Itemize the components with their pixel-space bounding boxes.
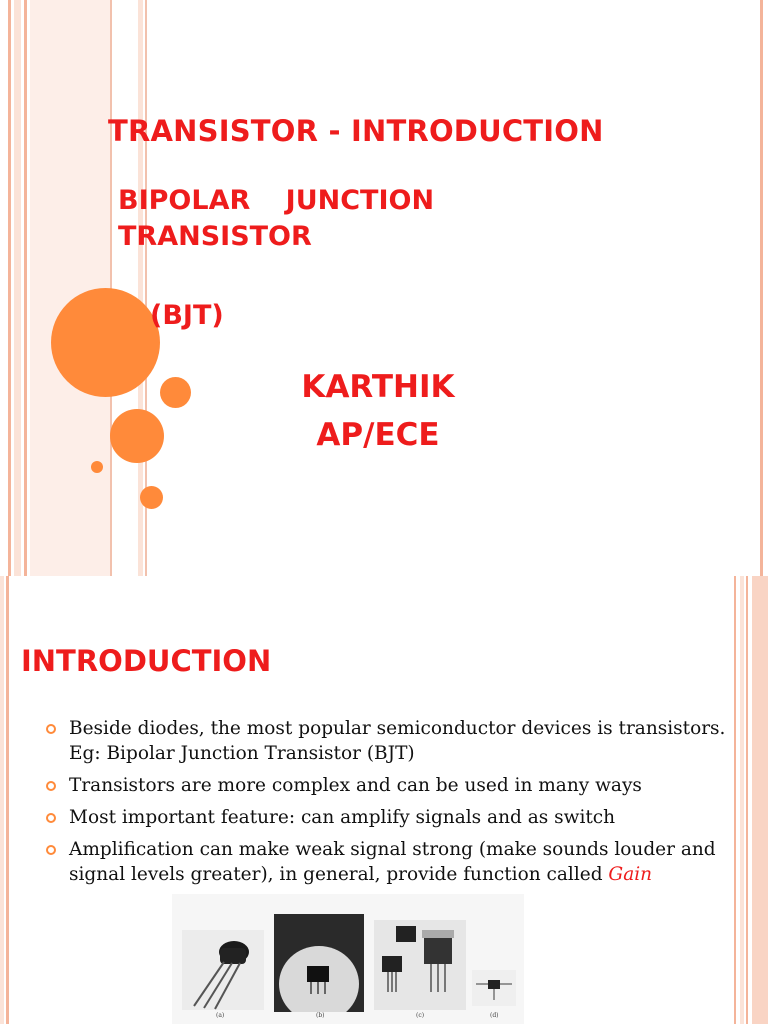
photo-caption: (d) (490, 1012, 499, 1019)
bullet-list (46, 716, 746, 894)
author-block (250, 363, 506, 459)
decorative-stripe (746, 576, 748, 1024)
slide-subtitle: BIPOLAR JUNCTION TRANSISTOR (118, 185, 435, 252)
list-item (46, 716, 746, 766)
decorative-stripe (8, 0, 11, 576)
list-item (46, 837, 746, 887)
bullet-text: Most important feature: can amplify signals and as switch (69, 807, 616, 828)
bullet-ring-icon (46, 724, 56, 734)
photo-caption: (c) (416, 1012, 425, 1019)
power-transistors-image (374, 920, 466, 1010)
decorative-stripe (14, 0, 21, 576)
decorative-stripe (752, 576, 768, 1024)
introduction-slide (0, 576, 768, 1024)
decorative-circle-small (160, 377, 191, 408)
bullet-text: Beside diodes, the most popular semiconductor devices is transistors. Eg: Bipolar Junction Transistor (BJT) (69, 718, 726, 764)
photo-caption: (a) (216, 1012, 225, 1019)
decorative-stripe (0, 576, 4, 1024)
decorative-stripe (760, 0, 763, 576)
slide-title: TRANSISTOR - INTRODUCTION (108, 114, 604, 148)
decorative-stripe (6, 576, 9, 1024)
gain-emphasis: Gain (608, 864, 653, 885)
decorative-circle-medium (110, 409, 164, 463)
bullet-ring-icon (46, 845, 56, 855)
abbreviation-label: (BJT) (150, 300, 224, 331)
decorative-circle-small (140, 486, 163, 509)
decorative-circle-tiny (91, 461, 103, 473)
bullet-text: Amplification can make weak signal strong (make sounds louder and signal levels greater), in general, provide function called (69, 839, 716, 885)
bullet-ring-icon (46, 813, 56, 823)
list-item (46, 773, 746, 798)
to92-transistor-image (182, 930, 264, 1010)
bullet-ring-icon (46, 781, 56, 791)
list-item (46, 805, 746, 830)
smd-transistor-image (472, 970, 516, 1006)
fingertip-transistor-image (274, 914, 364, 1012)
decorative-circle-large (51, 288, 160, 397)
decorative-stripe (24, 0, 27, 576)
transistor-photos (172, 894, 524, 1024)
bullet-text: Transistors are more complex and can be used in many ways (69, 775, 642, 796)
photo-caption: (b) (316, 1012, 325, 1019)
author-role: AP/ECE (316, 417, 440, 453)
author-name: KARTHIK (301, 369, 455, 405)
slide-title: INTRODUCTION (21, 644, 272, 678)
